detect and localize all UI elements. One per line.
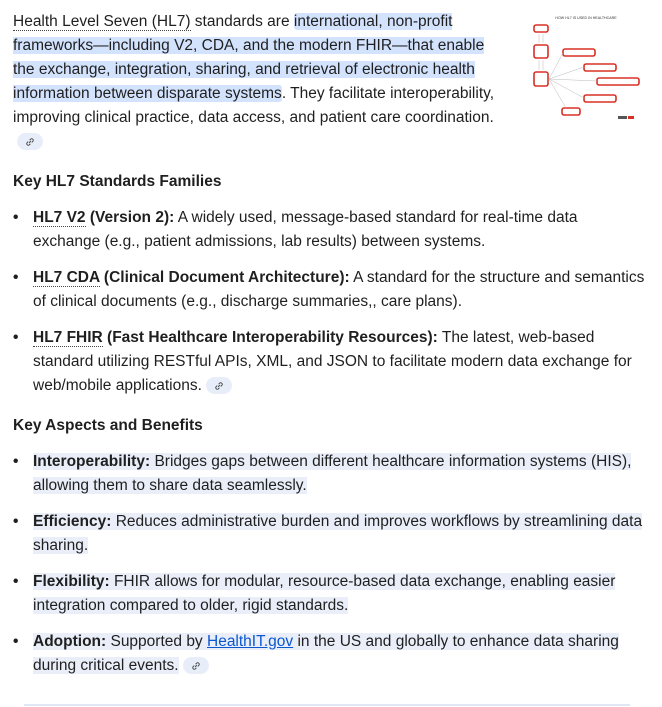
diagram-image	[528, 12, 644, 124]
item-text: Supported by	[106, 633, 207, 650]
diagram-node	[563, 49, 595, 56]
term-link[interactable]: HL7 FHIR	[33, 329, 103, 346]
bullet: •	[13, 453, 19, 470]
diagram-node	[562, 108, 580, 115]
list-item	[13, 450, 648, 498]
list-item	[13, 570, 648, 618]
healthit-link[interactable]: HealthIT.gov	[207, 633, 294, 650]
source-link-chip[interactable]	[17, 133, 43, 150]
benefits-list	[13, 450, 653, 678]
term-link[interactable]: HL7 CDA	[33, 269, 100, 286]
intro-text-end: . They facilitate interoperability, improving clinical practice, data access, and patient care coordination.	[13, 85, 495, 126]
divider	[24, 704, 630, 706]
bullet: •	[13, 633, 19, 650]
bullet: •	[13, 573, 19, 590]
item-text: Bridges gaps between different healthcare information systems (HIS), allowing them to share data seamlessly.	[33, 453, 632, 494]
intro-text: standards are	[190, 13, 294, 30]
term-label: Adoption:	[33, 633, 107, 650]
item-text: A widely used, message-based standard for real-time data exchange (e.g., patient admissions, lab results) between systems.	[33, 209, 578, 250]
hl7-term[interactable]: Health Level Seven (HL7)	[13, 13, 191, 30]
list-item	[13, 630, 648, 678]
diagram-title: HOW HL7 IS USED IN HEALTHCARE	[555, 16, 617, 20]
item-text: The latest, web-based standard utilizing RESTful APIs, XML, and JSON to facilitate modern data exchange for web/mobile applications.	[33, 329, 632, 394]
bullet: •	[13, 209, 19, 226]
term-label: (Clinical Document Architecture):	[99, 269, 350, 286]
link-icon	[191, 661, 201, 671]
item-text: FHIR allows for modular, resource-based data exchange, enabling easier integration compared to older, rigid standards.	[33, 573, 616, 614]
diagram-node	[584, 95, 616, 102]
diagram-thumbnail[interactable]	[528, 12, 644, 124]
diagram-node	[534, 45, 548, 58]
heading-aspects-benefits: Key Aspects and Benefits	[13, 417, 203, 434]
diagram-node	[534, 72, 548, 86]
intro-paragraph	[13, 10, 503, 154]
list-item	[13, 326, 648, 398]
standards-list	[13, 206, 653, 398]
diagram-node	[584, 64, 616, 71]
source-link-chip[interactable]	[183, 657, 209, 674]
term-label: (Version 2):	[85, 209, 175, 226]
brand-logo-accent	[628, 116, 634, 119]
bullet: •	[13, 269, 19, 286]
bullet: •	[13, 513, 19, 530]
link-icon	[214, 381, 224, 391]
list-item	[13, 206, 648, 254]
bullet: •	[13, 329, 19, 346]
item-text: A standard for the structure and semantics of clinical documents (e.g., discharge summaries,, care plans).	[33, 269, 645, 310]
term-label: Efficiency:	[33, 513, 112, 530]
term-label: (Fast Healthcare Interoperability Resources):	[102, 329, 438, 346]
heading-standards-families: Key HL7 Standards Families	[13, 173, 222, 190]
term-link[interactable]: HL7 V2	[33, 209, 86, 226]
item-text: Reduces administrative burden and improves workflows by streamlining data sharing.	[33, 513, 643, 554]
source-link-chip[interactable]	[206, 377, 232, 394]
term-label: Interoperability:	[33, 453, 151, 470]
diagram-node	[534, 25, 548, 32]
list-item	[13, 266, 648, 314]
list-item	[13, 510, 648, 558]
term-label: Flexibility:	[33, 573, 110, 590]
link-icon	[25, 137, 35, 147]
diagram-node	[597, 78, 639, 85]
item-text: in the US and globally to enhance data sharing during critical events.	[33, 633, 619, 674]
highlighted-text: international, non-profit frameworks—including V2, CDA, and the modern FHIR—that enable the exchange, integration, sharing, and retrieval of electronic health information between disparate systems	[13, 13, 485, 102]
brand-logo	[618, 116, 627, 119]
